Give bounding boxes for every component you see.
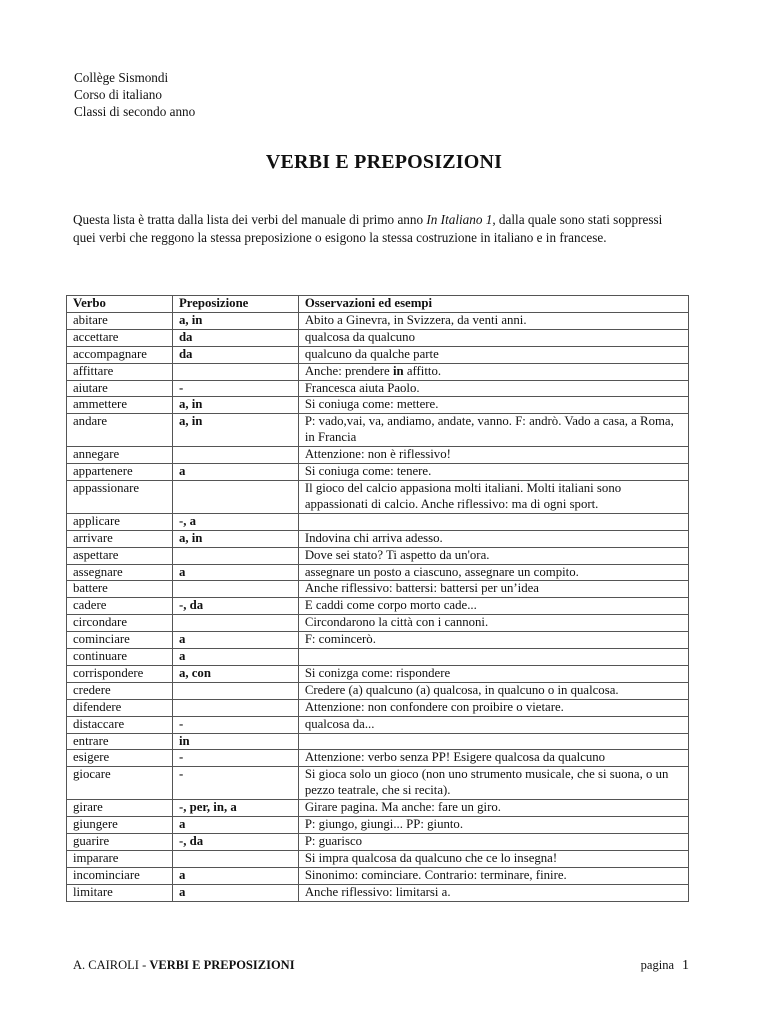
verb-cell: guarire [67, 834, 173, 851]
page-title: VERBI E PREPOSIZIONI [265, 151, 503, 173]
preposition-cell [172, 699, 298, 716]
table-row [67, 598, 689, 615]
table-row [67, 817, 689, 834]
table-row [67, 800, 689, 817]
preposition-cell: - [172, 716, 298, 733]
preposition-cell: -, a [172, 513, 298, 530]
notes-cell: Girare pagina. Ma anche: fare un giro. [298, 800, 688, 817]
table-row [67, 480, 689, 513]
verb-cell: credere [67, 682, 173, 699]
book-title: In Italiano 1 [426, 212, 493, 227]
page-label: pagina [640, 958, 674, 972]
preposition-cell [172, 682, 298, 699]
verb-cell: circondare [67, 615, 173, 632]
notes-cell: Si conizga come: rispondere [298, 665, 688, 682]
preposition-cell [172, 447, 298, 464]
preposition-cell: - [172, 767, 298, 800]
verb-cell: esigere [67, 750, 173, 767]
verb-cell: entrare [67, 733, 173, 750]
table-row [67, 834, 689, 851]
notes-cell [298, 733, 688, 750]
column-header-preposition: Preposizione [172, 296, 298, 313]
verb-cell: andare [67, 414, 173, 447]
verb-cell: ammettere [67, 397, 173, 414]
notes-cell: Dove sei stato? Ti aspetto da un'ora. [298, 547, 688, 564]
table-row [67, 682, 689, 699]
table-row [67, 380, 689, 397]
verb-cell: giocare [67, 767, 173, 800]
column-header-notes: Osservazioni ed esempi [298, 296, 688, 313]
notes-cell: Anche riflessivo: limitarsi a. [298, 884, 688, 901]
table-row [67, 447, 689, 464]
table-row [67, 363, 689, 380]
table-row [67, 346, 689, 363]
preposition-cell: a [172, 632, 298, 649]
verb-cell: appartenere [67, 464, 173, 481]
verb-cell: incominciare [67, 867, 173, 884]
verb-cell: appassionare [67, 480, 173, 513]
preposition-cell: -, da [172, 834, 298, 851]
table-row [67, 884, 689, 901]
footer-doc-title: VERBI E PREPOSIZIONI [149, 958, 295, 972]
table-row [67, 329, 689, 346]
table-row [67, 414, 689, 447]
verbs-table [66, 295, 689, 902]
intro-paragraph [73, 211, 685, 247]
preposition-cell: -, per, in, a [172, 800, 298, 817]
verb-cell: accompagnare [67, 346, 173, 363]
verb-cell: battere [67, 581, 173, 598]
table-row [67, 530, 689, 547]
table-row [67, 699, 689, 716]
notes-cell: E caddi come corpo morto cade... [298, 598, 688, 615]
preposition-cell: - [172, 750, 298, 767]
notes-cell: F: comincerò. [298, 632, 688, 649]
class-level: Classi di secondo anno [74, 104, 196, 119]
preposition-cell: da [172, 329, 298, 346]
verb-cell: assegnare [67, 564, 173, 581]
notes-cell: Si coniuga come: mettere. [298, 397, 688, 414]
table-row [67, 850, 689, 867]
table-row [67, 632, 689, 649]
notes-cell: P: guarisco [298, 834, 688, 851]
preposition-cell [172, 581, 298, 598]
table-row [67, 867, 689, 884]
table-body [67, 312, 689, 901]
preposition-cell: a [172, 564, 298, 581]
verb-cell: applicare [67, 513, 173, 530]
footer-author: A. CAIROLI - [73, 958, 150, 972]
preposition-cell [172, 850, 298, 867]
notes-cell: P: vado,vai, va, andiamo, andate, vanno. F: andrò. Vado a casa, a Roma, in Francia [298, 414, 688, 447]
preposition-cell: a, con [172, 665, 298, 682]
table-row [67, 767, 689, 800]
intro-text-before: Questa lista è tratta dalla lista dei verbi del manuale di primo anno [73, 212, 427, 227]
verb-cell: continuare [67, 649, 173, 666]
verb-cell: cadere [67, 598, 173, 615]
table-row [67, 312, 689, 329]
notes-cell: P: giungo, giungi... PP: giunto. [298, 817, 688, 834]
table-row [67, 750, 689, 767]
verb-cell: aiutare [67, 380, 173, 397]
preposition-cell: a [172, 817, 298, 834]
notes-cell: Il gioco del calcio appasiona molti italiani. Molti italiani sono appassionati di calcio. Anche riflessivo: ma di ogni sport. [298, 480, 688, 513]
preposition-cell: a, in [172, 397, 298, 414]
verb-cell: abitare [67, 312, 173, 329]
preposition-cell [172, 480, 298, 513]
document-header [74, 69, 195, 120]
verb-cell: affittare [67, 363, 173, 380]
preposition-cell: da [172, 346, 298, 363]
verb-cell: annegare [67, 447, 173, 464]
table-row [67, 581, 689, 598]
intro-text-after: , dalla quale sono stati soppressi quei verbi che reggono la stessa preposizione o esigono la stessa costruzione in italiano e in francese. [73, 212, 663, 245]
table-row [67, 547, 689, 564]
table-row [67, 513, 689, 530]
notes-cell: Sinonimo: cominciare. Contrario: terminare, finire. [298, 867, 688, 884]
notes-cell: qualcuno da qualche parte [298, 346, 688, 363]
table-row [67, 564, 689, 581]
table-row [67, 397, 689, 414]
verb-cell: girare [67, 800, 173, 817]
preposition-cell [172, 363, 298, 380]
preposition-cell: in [172, 733, 298, 750]
preposition-cell: -, da [172, 598, 298, 615]
preposition-cell: a [172, 464, 298, 481]
preposition-cell: - [172, 380, 298, 397]
notes-cell [298, 649, 688, 666]
preposition-cell: a, in [172, 530, 298, 547]
preposition-cell [172, 547, 298, 564]
notes-cell: Si coniuga come: tenere. [298, 464, 688, 481]
preposition-cell: a, in [172, 414, 298, 447]
school-name: Collège Sismondi [74, 70, 169, 85]
table-row [67, 716, 689, 733]
notes-cell: Si impra qualcosa da qualcuno che ce lo insegna! [298, 850, 688, 867]
verb-cell: corrispondere [67, 665, 173, 682]
notes-cell: qualcosa da... [298, 716, 688, 733]
notes-cell: Anche: prendere in affitto. [298, 363, 688, 380]
preposition-cell: a [172, 867, 298, 884]
preposition-cell [172, 615, 298, 632]
notes-cell: Credere (a) qualcuno (a) qualcosa, in qualcuno o in qualcosa. [298, 682, 688, 699]
notes-cell: Francesca aiuta Paolo. [298, 380, 688, 397]
verb-cell: giungere [67, 817, 173, 834]
table-row [67, 665, 689, 682]
notes-cell: assegnare un posto a ciascuno, assegnare un compito. [298, 564, 688, 581]
preposition-cell: a [172, 884, 298, 901]
notes-cell: Attenzione: verbo senza PP! Esigere qualcosa da qualcuno [298, 750, 688, 767]
verb-cell: arrivare [67, 530, 173, 547]
page-footer [73, 958, 689, 973]
notes-cell: Circondarono la città con i cannoni. [298, 615, 688, 632]
table-row [67, 733, 689, 750]
notes-cell: Abito a Ginevra, in Svizzera, da venti anni. [298, 312, 688, 329]
preposition-cell: a, in [172, 312, 298, 329]
column-header-verb: Verbo [67, 296, 173, 313]
verb-cell: cominciare [67, 632, 173, 649]
verb-cell: limitare [67, 884, 173, 901]
preposition-cell: a [172, 649, 298, 666]
notes-cell: Indovina chi arriva adesso. [298, 530, 688, 547]
verb-cell: difendere [67, 699, 173, 716]
verb-cell: distaccare [67, 716, 173, 733]
notes-cell: Attenzione: non confondere con proibire o vietare. [298, 699, 688, 716]
page-indicator [641, 958, 689, 974]
page-number: 1 [682, 958, 689, 973]
table-row [67, 615, 689, 632]
notes-cell: Anche riflessivo: battersi: battersi per un’idea [298, 581, 688, 598]
emphasized-word: in [392, 363, 404, 378]
table-row [67, 649, 689, 666]
notes-cell: qualcosa da qualcuno [298, 329, 688, 346]
course-name: Corso di italiano [74, 87, 162, 102]
notes-cell [298, 513, 688, 530]
table-header-row [67, 296, 689, 313]
notes-cell: Si gioca solo un gioco (non uno strumento musicale, che si suona, o un pezzo teatrale, che si recita). [298, 767, 688, 800]
verb-cell: accettare [67, 329, 173, 346]
table-row [67, 464, 689, 481]
verb-cell: imparare [67, 850, 173, 867]
verb-cell: aspettare [67, 547, 173, 564]
notes-cell: Attenzione: non è riflessivo! [298, 447, 688, 464]
